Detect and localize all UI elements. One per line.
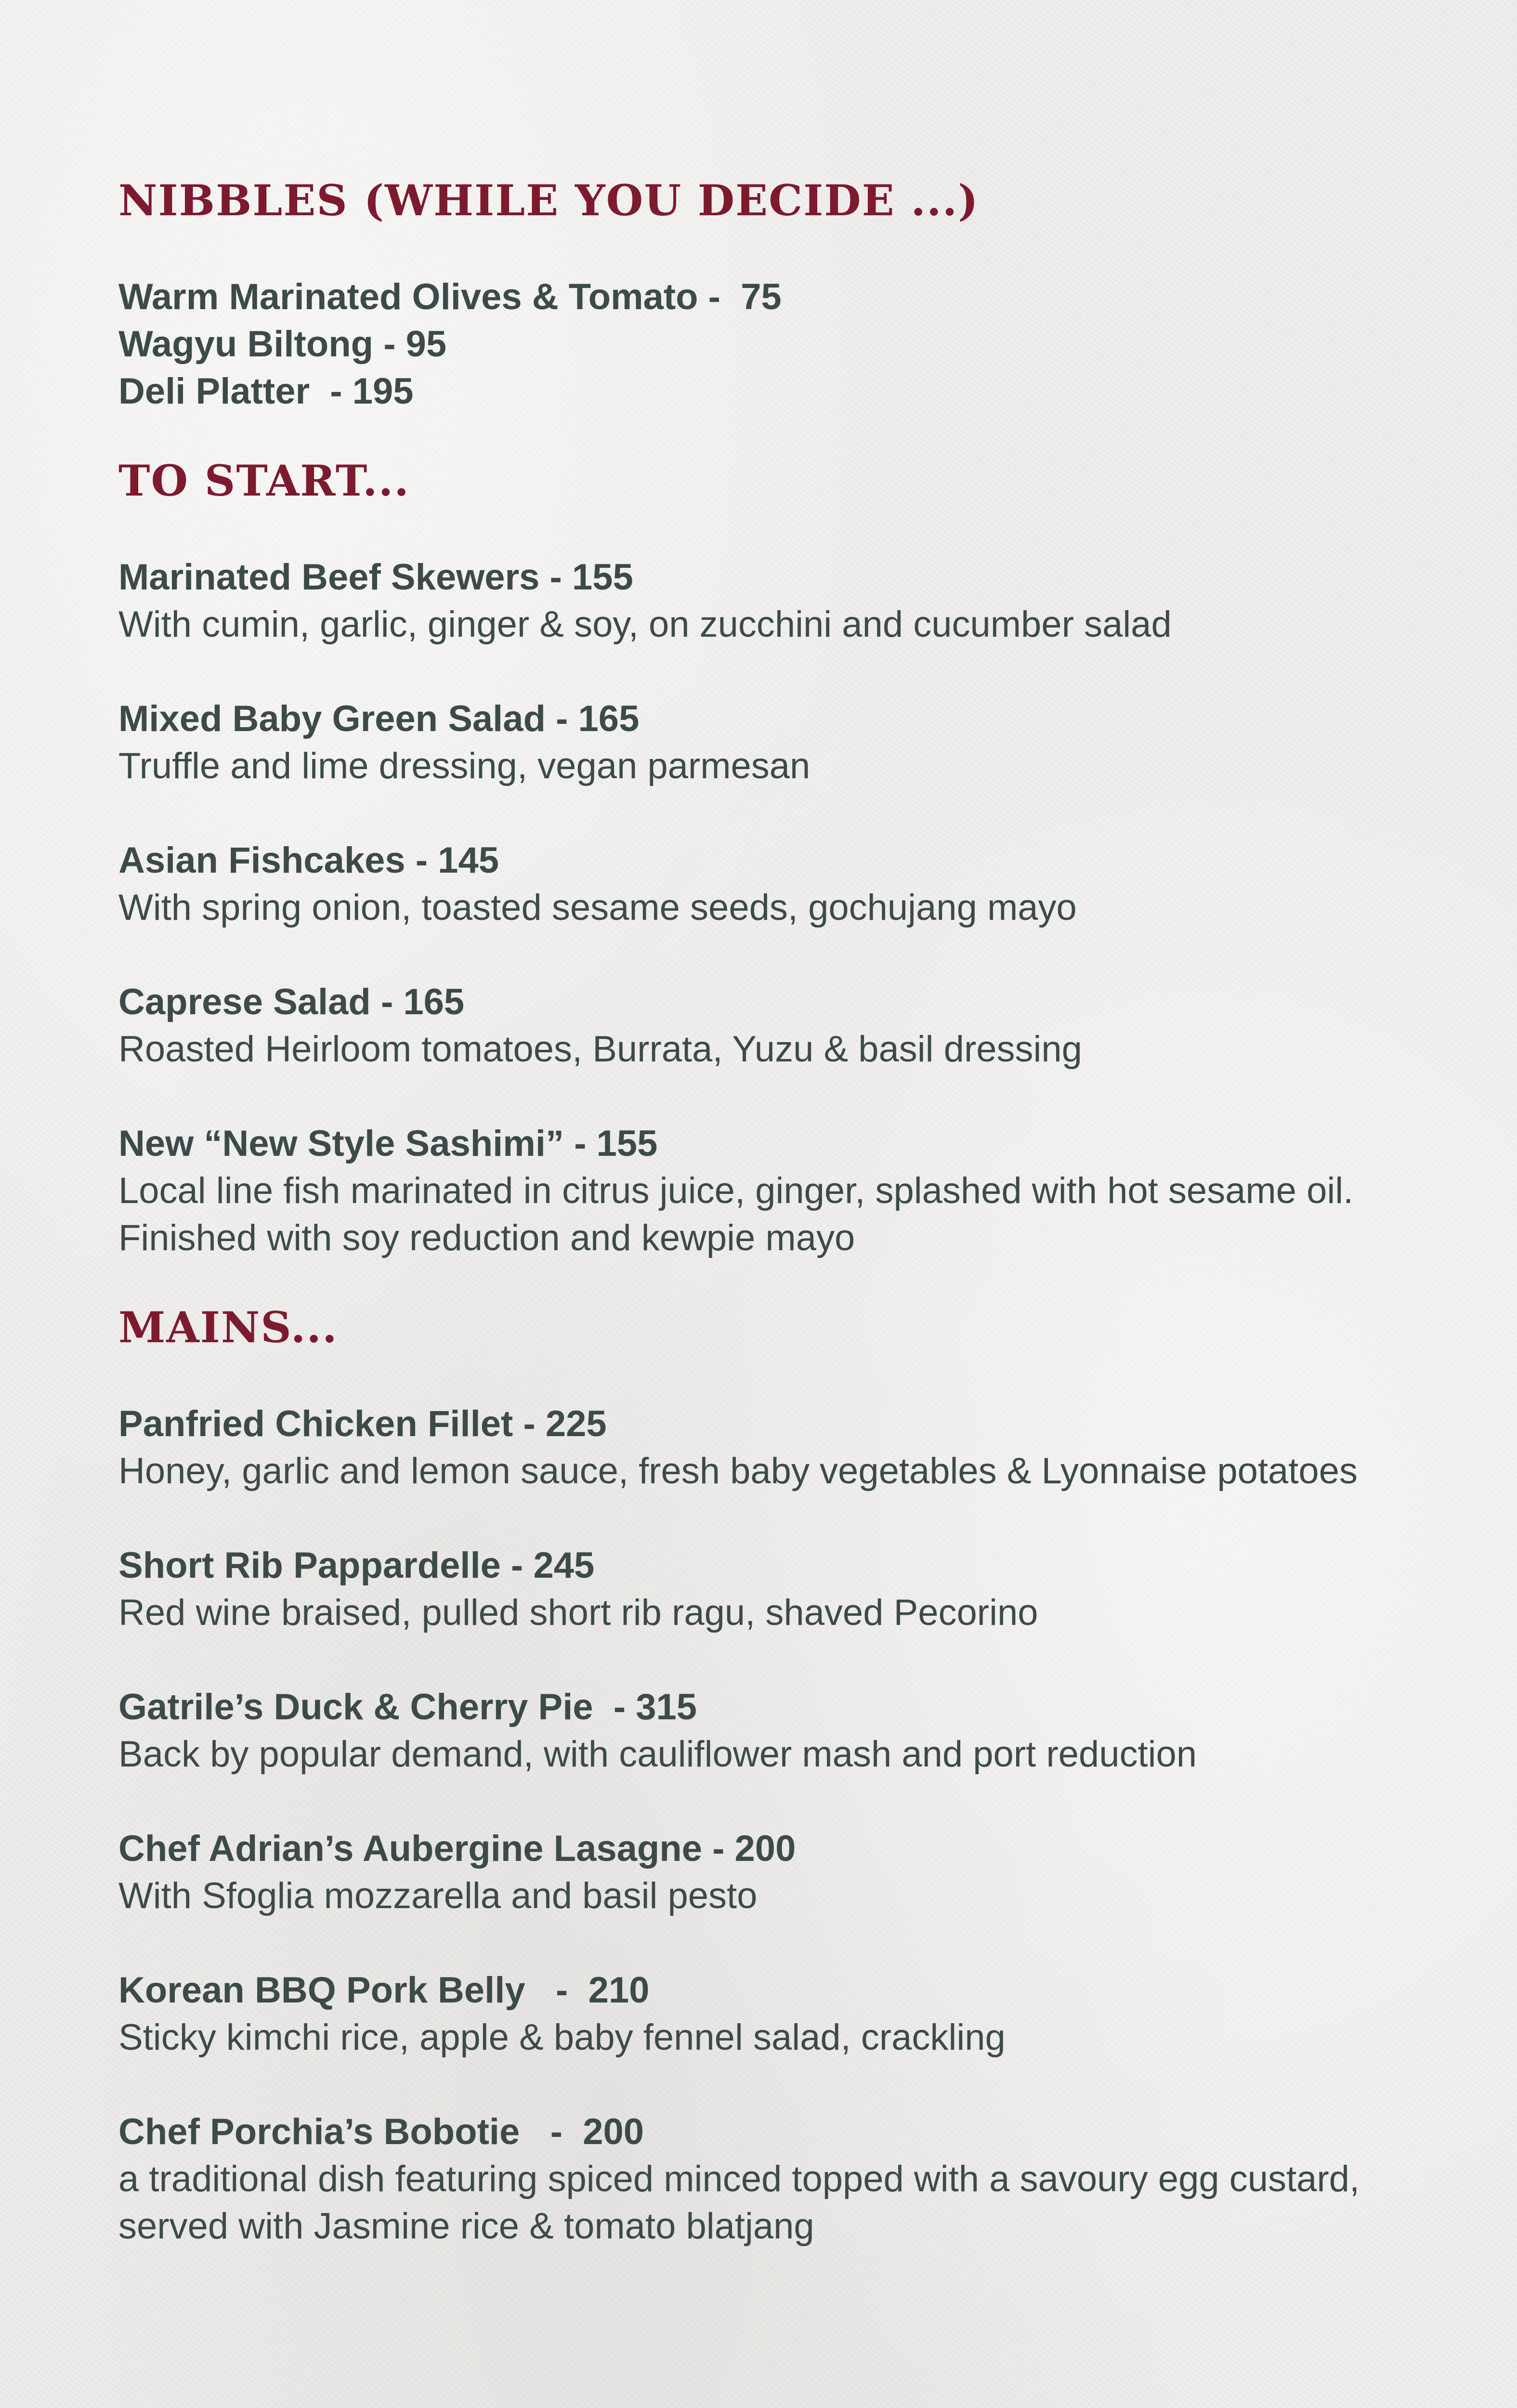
mains-list: [118, 1400, 1419, 2250]
menu-item: [118, 1684, 1419, 1778]
menu-item: [118, 979, 1419, 1073]
menu-item: [118, 554, 1419, 648]
menu-item: [118, 1120, 1419, 1262]
menu-item-description: Roasted Heirloom tomatoes, Burrata, Yuzu & basil dressing: [118, 1029, 1082, 1070]
menu-item-title: Short Rib Pappardelle - 245: [118, 1545, 595, 1586]
menu-item-description: Red wine braised, pulled short rib ragu, shaved Pecorino: [118, 1592, 1038, 1633]
nibbles-heading: NIBBLES (WHILE YOU DECIDE ...): [118, 175, 979, 225]
menu-item-title: New “New Style Sashimi” - 155: [118, 1123, 658, 1164]
nibbles-list: [118, 274, 1419, 415]
menu-item-description: Local line fish marinated in citrus juice, ginger, splashed with hot sesame oil. Finished with soy reduction and kewpie mayo: [118, 1170, 1354, 1258]
nibble-item: Wagyu Biltong - 95: [118, 324, 447, 365]
menu-item-description: Honey, garlic and lemon sauce, fresh baby vegetables & Lyonnaise potatoes: [118, 1451, 1358, 1492]
menu-item-title: Korean BBQ Pork Belly - 210: [118, 1970, 650, 2011]
menu-item: [118, 1967, 1419, 2061]
menu-item: [118, 2108, 1419, 2250]
menu-item-title: Asian Fishcakes - 145: [118, 840, 499, 881]
nibbles-section: [118, 173, 1419, 415]
menu-item-description: With Sfoglia mozzarella and basil pesto: [118, 1875, 758, 1916]
starters-list: [118, 554, 1419, 1262]
menu-item-description: a traditional dish featuring spiced minced topped with a savoury egg custard, served with Jasmine rice & tomato blatjang: [118, 2159, 1360, 2247]
menu-item-title: Mixed Baby Green Salad - 165: [118, 698, 640, 739]
starters-section: [118, 454, 1419, 1262]
nibble-item: Warm Marinated Olives & Tomato - 75: [118, 276, 782, 317]
nibble-item: Deli Platter - 195: [118, 371, 414, 412]
mains-heading: MAINS...: [118, 1302, 338, 1352]
menu-item-description: With spring onion, toasted sesame seeds, gochujang mayo: [118, 887, 1077, 928]
menu-item-title: Caprese Salad - 165: [118, 982, 465, 1022]
menu-item-title: Gatrile’s Duck & Cherry Pie - 315: [118, 1687, 697, 1727]
menu-item-description: Sticky kimchi rice, apple & baby fennel salad, crackling: [118, 2017, 1006, 2058]
menu-item-title: Chef Porchia’s Bobotie - 200: [118, 2111, 644, 2152]
menu-item: [118, 837, 1419, 931]
menu-item-description: Back by popular demand, with cauliflower mash and port reduction: [118, 1734, 1197, 1775]
menu-item-description: Truffle and lime dressing, vegan parmesan: [118, 746, 811, 786]
menu-item-title: Panfried Chicken Fillet - 225: [118, 1403, 607, 1444]
mains-section: [118, 1300, 1419, 2250]
menu-item: [118, 1400, 1419, 1495]
menu-item-title: Marinated Beef Skewers - 155: [118, 557, 633, 598]
menu-item: [118, 1825, 1419, 1920]
starters-heading: TO START...: [118, 456, 410, 506]
menu-item-description: With cumin, garlic, ginger & soy, on zucchini and cucumber salad: [118, 604, 1172, 645]
menu-item-title: Chef Adrian’s Aubergine Lasagne - 200: [118, 1828, 796, 1869]
menu-item: [118, 695, 1419, 790]
menu: [118, 173, 1419, 2250]
menu-item: [118, 1542, 1419, 1636]
